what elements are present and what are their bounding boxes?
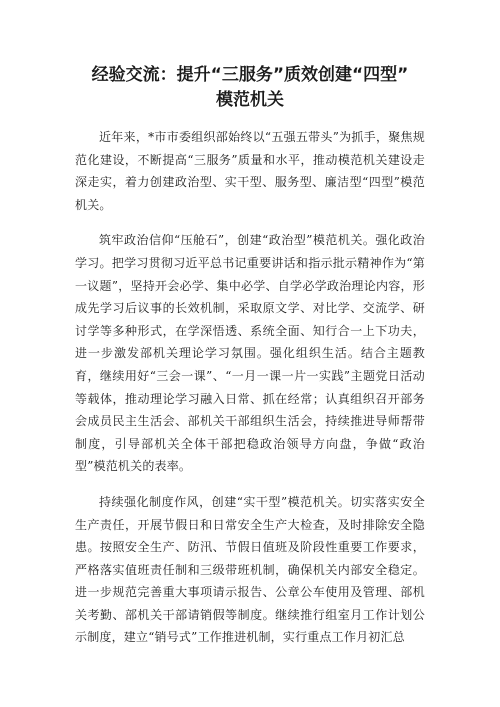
document-title-line-2: 模范机关: [216, 90, 284, 110]
document-title: [75, 63, 425, 113]
paragraph-intro: 近年来，*市市委组织部始终以“五强五带头”为抓手，聚焦规范化建设，不断提高“三服务”质量和水平，推动模范机关建设走深走实，着力创建政治型、实干型、服务型、廉洁型“四型”模范机关。: [75, 130, 425, 212]
paragraph-practical: 持续强化制度作风，创建“实干型”模范机关。切实落实安全生产责任，开展节假日和日常安全生产大检查，及时排除安全隐患。按照安全生产、防汛、节假日值班及阶段性重要工作要求，严格落实值班责任制和三级带班机制，确保机关内部安全稳定。进一步规范完善重大事项请示报告、公章公车使用及管理、部机关考勤、部机关干部请销假等制度。继续推行组室月工作计划公示制度，建立“销号式”工作推进机制，实行重点工作月初汇总: [75, 494, 425, 645]
document-title-line-1: 经验交流：提升“三服务”质效创建“四型”: [91, 65, 409, 85]
paragraph-political: 筑牢政治信仰“压舱石”，创建“政治型”模范机关。强化政治学习。把学习贯彻习近平总书记重要讲话和指示批示精神作为“第一议题”，坚持开会必学、集中必学、自学必学政治理论内容，形成先学习后议事的长效机制，采取原文学、对比学、交流学、研讨学等多种形式，在学深悟透、系统全面、知行合一上下功夫，进一步激发部机关理论学习氛围。强化组织生活。结合主题教育，继续用好“三会一课”、“一月一课一片一实践”主题党日活动等载体，推动理论学习融入日常、抓在经常；认真组织召开部务会成员民主生活会、部机关干部组织生活会，持续推进导师帮带制度，引导部机关全体干部把稳政治领导方向盘，争做“政治型”模范机关的表率。: [75, 233, 425, 474]
